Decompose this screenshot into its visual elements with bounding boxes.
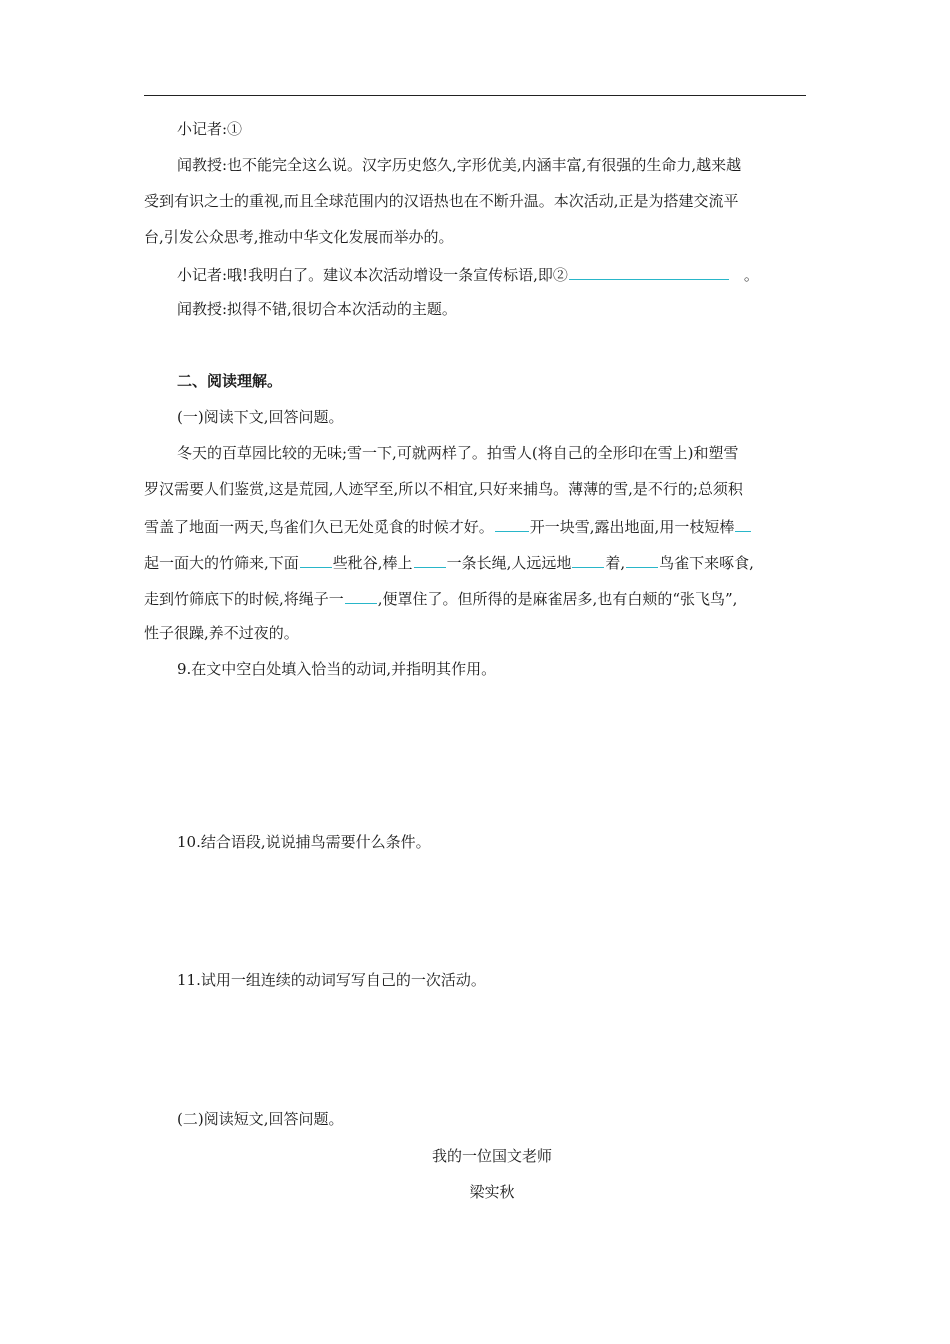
dialog-line-professor-1-cont: 受到有识之士的重视,而且全球范围内的汉语热也在不断升温。本次活动,正是为搭建交流平 [144, 192, 739, 210]
answer-blank[interactable] [572, 551, 604, 568]
dialog-line-professor-1-end: 台,引发公众思考,推动中华文化发展而举办的。 [144, 228, 454, 246]
text-segment: 小记者:哦!我明白了。建议本次活动增设一条宣传标语,即② [177, 266, 568, 284]
answer-blank-2[interactable] [569, 263, 729, 280]
answer-blank[interactable] [735, 515, 751, 532]
answer-blank[interactable] [495, 515, 529, 532]
passage-line-5 [144, 587, 810, 609]
question-11: 11.试用一组连续的动词写写自己的一次活动。 [177, 971, 486, 989]
dialog-line-professor-1: 闻教授:也不能完全这么说。汉字历史悠久,字形优美,内涵丰富,有很强的生命力,越来越 [177, 156, 742, 174]
text-segment: 起一面大的竹筛来,下面 [144, 554, 299, 572]
text-segment: 些秕谷,棒上 [332, 554, 413, 572]
text-segment: 鸟雀下来啄食, [659, 554, 754, 572]
text-segment: 着, [605, 554, 626, 572]
text-segment: 雪盖了地面一两天,鸟雀们久已无处觅食的时候才好。 [144, 518, 494, 536]
passage-line-3 [144, 515, 810, 537]
text-segment: 。 [743, 266, 759, 284]
dialog-line-professor-2: 闻教授:拟得不错,很切合本次活动的主题。 [177, 300, 457, 318]
question-9: 9.在文中空白处填入恰当的动词,并指明其作用。 [177, 660, 497, 678]
answer-blank[interactable] [345, 587, 377, 604]
answer-blank[interactable] [300, 551, 332, 568]
text-segment: 开一块雪,露出地面,用一枝短棒 [529, 518, 735, 536]
passage-line-6: 性子很躁,养不过夜的。 [144, 624, 299, 642]
answer-blank[interactable] [626, 551, 658, 568]
essay-title: 我的一位国文老师 [431, 1147, 552, 1165]
header-rule [144, 95, 806, 96]
dialog-line-reporter-2 [177, 263, 810, 285]
passage-line-2: 罗汉需要人们鉴赏,这是荒园,人迹罕至,所以不相宜,只好来捕鸟。薄薄的雪,是不行的;总须积 [144, 480, 743, 498]
answer-blank[interactable] [414, 551, 446, 568]
part-one-heading: (一)阅读下文,回答问题。 [177, 408, 344, 426]
question-10: 10.结合语段,说说捕鸟需要什么条件。 [177, 833, 431, 851]
text-segment: 走到竹筛底下的时候,将绳子一 [144, 590, 344, 608]
section-title: 二、阅读理解。 [177, 372, 283, 390]
passage-line-4 [144, 551, 810, 573]
passage-line-1: 冬天的百草园比较的无味;雪一下,可就两样了。拍雪人(将自己的全形印在雪上)和塑雪 [177, 444, 739, 462]
text-segment: ,便罩住了。但所得的是麻雀居多,也有白颊的“张飞鸟”, [377, 590, 738, 608]
dialog-line-reporter-1: 小记者:① [177, 120, 243, 138]
text-segment: 一条长绳,人远远地 [446, 554, 572, 572]
part-two-heading: (二)阅读短文,回答问题。 [177, 1110, 344, 1128]
essay-author: 梁实秋 [469, 1183, 515, 1201]
